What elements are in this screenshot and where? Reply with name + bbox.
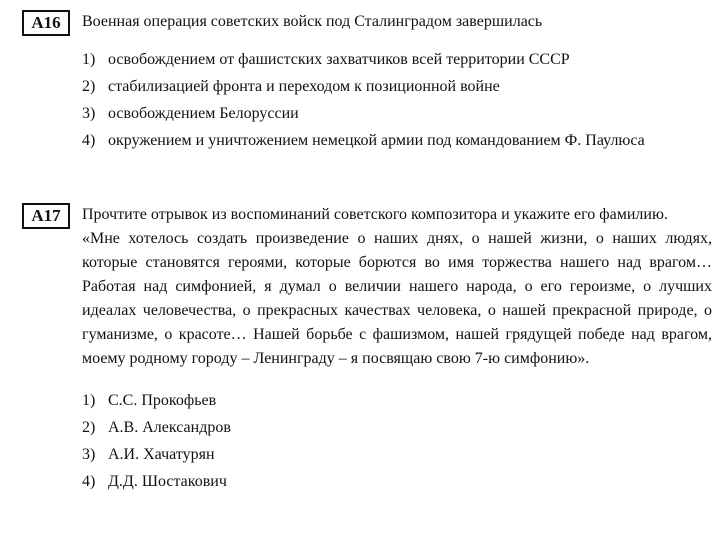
option-number: 3) — [82, 446, 96, 463]
question-body — [82, 203, 712, 494]
answer-options — [82, 48, 712, 153]
option-text: А.В. Александров — [108, 419, 231, 436]
question-body — [82, 10, 712, 153]
question-text: Прочтите отрывок из воспоминаний советского композитора и укажите его фамилию. — [82, 206, 668, 223]
answer-option-4[interactable] — [82, 470, 712, 494]
answer-option-4[interactable] — [82, 129, 712, 153]
option-text: окружением и уничтожением немецкой армии под командованием Ф. Паулюса — [108, 132, 645, 149]
quote-passage: «Мне хотелось создать произведение о наших днях, о нашей жизни, о наших людях, которые становятся героями, которые борются во имя торжества нашего над врагом… Работая над симфонией, я думал о величии нашего народа, о его героизме, о лучших идеалах человечества, о прекрасных качествах человека, о нашей прекрасной природе, о гуманизме, о красоте… Нашей борьбе с фашизмом, нашей грядущей победе над врагом, моему родному городу – Ленинграду – я посвящаю свою 7-ю симфонию». — [82, 230, 712, 367]
option-text: освобождением Белоруссии — [108, 105, 299, 122]
question-text: Военная операция советских войск под Сталинградом завершилась — [82, 13, 543, 30]
answer-option-1[interactable] — [82, 48, 712, 72]
question-a16 — [22, 10, 712, 156]
question-number-badge: A16 — [22, 10, 70, 36]
option-number: 1) — [82, 51, 96, 68]
question-number-badge: A17 — [22, 203, 70, 229]
option-text: С.С. Прокофьев — [108, 392, 217, 409]
answer-option-2[interactable] — [82, 416, 712, 440]
option-number: 4) — [82, 473, 96, 490]
question-a17 — [22, 203, 712, 497]
answer-option-3[interactable] — [82, 443, 712, 467]
option-number: 1) — [82, 392, 96, 409]
answer-options — [82, 389, 712, 494]
option-number: 3) — [82, 105, 96, 122]
option-text: стабилизацией фронта и переходом к позиционной войне — [108, 78, 500, 95]
option-text: А.И. Хачатурян — [108, 446, 215, 463]
answer-option-2[interactable] — [82, 75, 712, 99]
option-number: 2) — [82, 78, 96, 95]
answer-option-1[interactable] — [82, 389, 712, 413]
answer-option-3[interactable] — [82, 102, 712, 126]
option-text: Д.Д. Шостакович — [108, 473, 227, 490]
option-number: 4) — [82, 132, 96, 149]
option-text: освобождением от фашистских захватчиков всей территории СССР — [108, 51, 570, 68]
option-number: 2) — [82, 419, 96, 436]
